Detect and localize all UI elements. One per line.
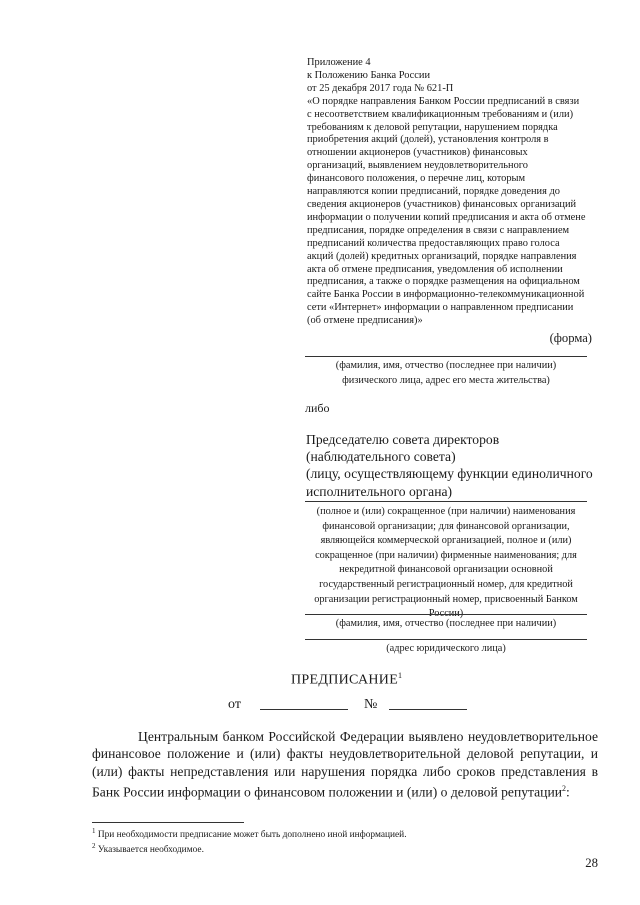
org-caption-line: (полное и (или) сокращенное (при наличии) наименования xyxy=(316,506,576,517)
org-caption-line: некредитной финансовой организации основной xyxy=(339,564,553,576)
footnote-separator xyxy=(92,822,244,823)
org-caption-line: организации регистрационный номер, присвоенный Банком xyxy=(314,593,578,605)
appendix-line: сети «Интернет» информации о направленном предписании xyxy=(307,302,574,314)
person-caption xyxy=(305,359,587,388)
footnote-1 xyxy=(92,827,407,840)
number-label: № xyxy=(363,697,378,712)
address-caption: (адрес юридического лица) xyxy=(386,643,506,654)
appendix-line: к Положению Банка России xyxy=(307,69,431,81)
appendix-line: сайте Банка России в информационно-телекоммуникационной xyxy=(307,289,585,301)
official-name-line xyxy=(305,614,587,615)
appendix-line: требованиям к деловой репутации, нарушением порядка xyxy=(307,121,558,133)
date-from-label: от xyxy=(228,697,241,712)
order-title xyxy=(291,671,402,689)
appendix-line: направляются копии предписаний, порядке доведения до xyxy=(307,186,560,198)
appendix-line: отношении акционеров (участников) финансовых xyxy=(307,147,528,159)
body-text: Центральным банком Российской Федерации выявлено неудовлетворительное финансовое положение и (или) факты неудовлетворительной деловой репутации, и (или) факты непредставления или нарушения порядка либо сроков представления в Банк России информации о финансовом положении и (или) о деловой репутации xyxy=(92,729,598,800)
appendix-line: сведения акционеров (участников) финансовых организаций xyxy=(307,198,577,210)
appendix-line: предписаний количества предоставляющих право голоса xyxy=(307,237,560,249)
date-blank xyxy=(260,709,348,710)
appendix-line: информации о получении копий предписания и акта об отмене xyxy=(307,211,586,223)
footnote-2 xyxy=(92,842,204,855)
org-caption xyxy=(305,505,587,622)
date-number-row xyxy=(228,697,467,713)
appendix-header xyxy=(307,57,607,328)
org-caption-line: сокращенное (при наличии) фирменные наименования; для xyxy=(315,549,577,561)
body-paragraph xyxy=(92,728,598,801)
footnote-mark: 2 xyxy=(92,842,96,850)
appendix-line: с несоответствием квалификационным требованиям и (или) xyxy=(307,108,574,120)
appendix-line: приобретения акций (долей), установления контроля в xyxy=(307,134,549,146)
footnote-mark: 1 xyxy=(92,827,96,835)
chairman-line: (наблюдательного совета) xyxy=(306,449,456,465)
chairman-line: (лицу, осуществляющему функции единоличного xyxy=(306,466,593,482)
footnote-text: При необходимости предписание может быть дополнено иной информацией. xyxy=(95,830,407,841)
org-caption-line: государственный регистрационный номер, для кредитной xyxy=(319,578,573,590)
appendix-line: «О порядке направления Банком России предписаний в связи xyxy=(307,95,580,107)
body-end: : xyxy=(566,784,570,800)
or-label: либо xyxy=(305,401,330,415)
appendix-line: организаций, выявлением неудовлетворительного xyxy=(307,160,528,172)
order-title-text: ПРЕДПИСАНИЕ xyxy=(291,672,399,688)
chairman-block xyxy=(306,431,593,500)
footnote-text: Указывается необходимое. xyxy=(95,845,204,856)
page-number: 28 xyxy=(585,856,598,870)
order-title-footnote-ref: 1 xyxy=(398,671,403,680)
appendix-line: от 25 декабря 2017 года № 621-П xyxy=(307,82,454,94)
person-caption-line: физического лица, адрес его места жительства) xyxy=(342,374,550,386)
org-caption-line: являющейся коммерческой организацией, полное и (или) xyxy=(320,535,572,547)
chairman-line: исполнительного органа) xyxy=(306,483,453,499)
appendix-line: акта об отмене предписания, уведомления об исполнении xyxy=(307,263,563,275)
appendix-line: (об отмене предписания)» xyxy=(307,315,423,327)
body-footnote-ref: 2 xyxy=(562,783,567,793)
appendix-line: Приложение 4 xyxy=(307,57,371,68)
recipient-person-line xyxy=(305,356,587,357)
appendix-line: предписания, а также о порядке размещения на официальном xyxy=(307,276,580,288)
appendix-line: предписания, порядке определения в связи с направлением xyxy=(307,224,570,236)
person-caption-line: (фамилия, имя, отчество (последнее при наличии) xyxy=(335,360,557,371)
org-caption-line: финансовой организации; для финансовой организации, xyxy=(322,520,570,532)
org-name-line xyxy=(305,501,587,502)
org-caption-line: России) xyxy=(428,608,464,620)
name-caption: (фамилия, имя, отчество (последнее при наличии) xyxy=(335,618,557,629)
appendix-line: акций (долей) кредитных организаций, порядке направления xyxy=(307,250,577,262)
form-label: (форма) xyxy=(549,331,592,345)
chairman-line: Председателю совета директоров xyxy=(306,432,500,447)
appendix-line: финансового положения, о перечне лиц, которым xyxy=(307,173,526,185)
address-line xyxy=(305,639,587,640)
number-blank xyxy=(389,709,467,710)
